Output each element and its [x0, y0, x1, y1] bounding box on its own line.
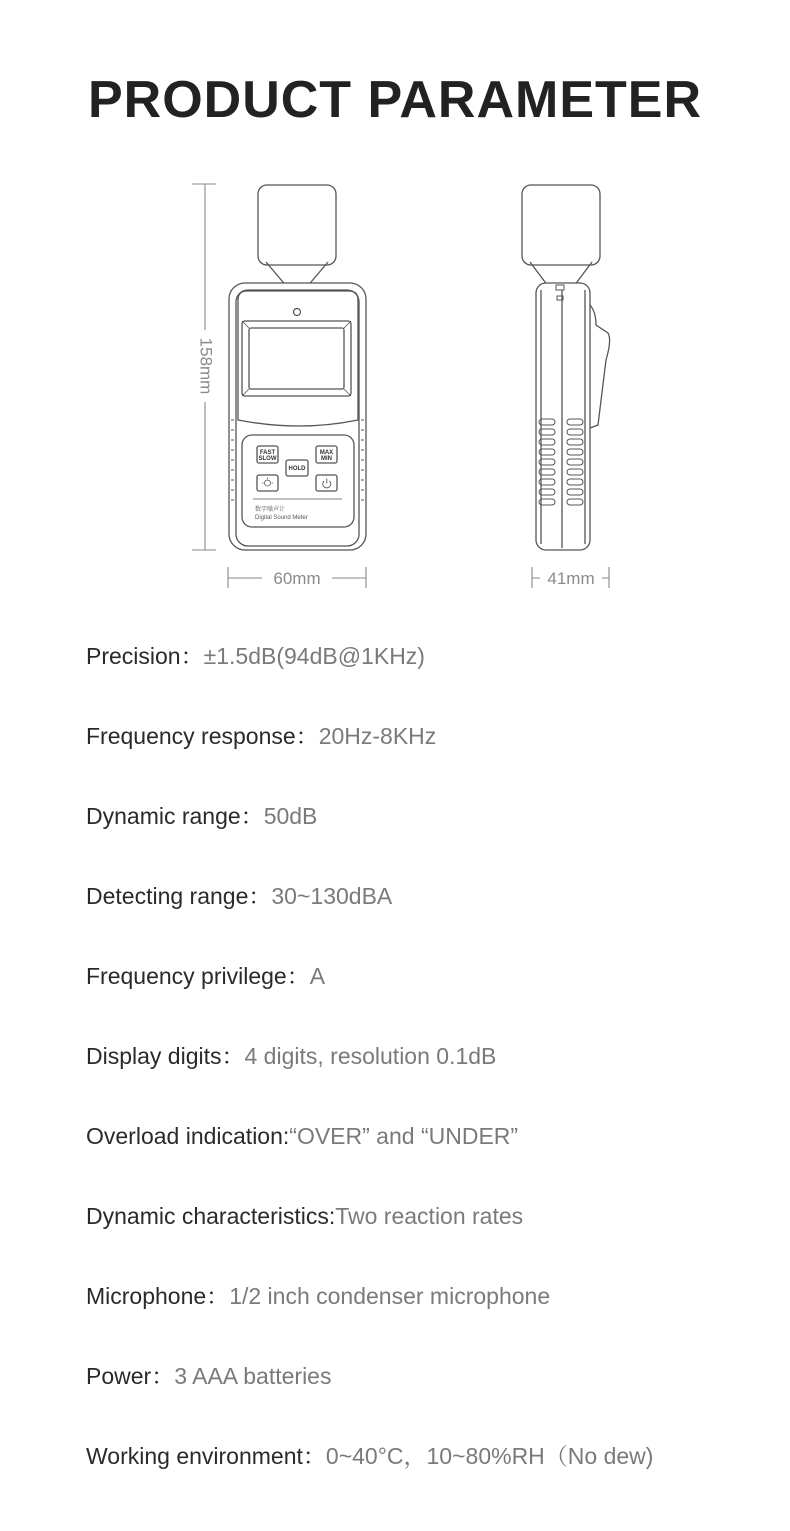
- spec-row-power: [86, 1350, 766, 1430]
- spec-key: Frequency privilege：: [86, 963, 310, 989]
- max-min-button-label-bottom: MIN: [321, 456, 332, 462]
- device-chinese-label: 数字噪声计: [255, 507, 286, 513]
- spec-key: Display digits：: [86, 1043, 245, 1069]
- spec-value: A: [309, 963, 326, 989]
- spec-key: Microphone：: [86, 1283, 230, 1309]
- spec-row-detecting-range: [86, 870, 766, 950]
- spec-row-frequency-privilege: [86, 950, 766, 1030]
- spec-row-display-digits: [86, 1030, 766, 1110]
- spec-key: Overload indication:: [86, 1123, 290, 1149]
- spec-row-dynamic-characteristics: [86, 1190, 766, 1270]
- spec-row-working-environment: [86, 1430, 766, 1510]
- spec-key: Power：: [86, 1363, 175, 1389]
- spec-list: [86, 630, 766, 1510]
- spec-key: Dynamic characteristics:: [86, 1203, 336, 1229]
- spec-row-frequency-response: [86, 710, 766, 790]
- spec-value: 0~40°C，10~80%RH（No dew): [325, 1443, 654, 1469]
- spec-value: 20Hz-8KHz: [318, 723, 437, 749]
- spec-value: 30~130dBA: [271, 883, 393, 909]
- spec-key: Dynamic range：: [86, 803, 264, 829]
- spec-key: Precision：: [86, 643, 204, 669]
- spec-row-precision: [86, 630, 766, 710]
- width-dimension-label: 60mm: [273, 569, 321, 588]
- spec-value: Two reaction rates: [335, 1203, 524, 1229]
- spec-value: “OVER” and “UNDER”: [289, 1123, 519, 1149]
- fast-slow-button-label-top: FAST: [259, 450, 276, 456]
- spec-key: Working environment：: [86, 1443, 326, 1469]
- fast-slow-button-label-bottom: SLOW: [258, 456, 277, 462]
- spec-row-overload-indication: [86, 1110, 766, 1190]
- spec-row-dynamic-range: [86, 790, 766, 870]
- spec-value: 3 AAA batteries: [174, 1363, 332, 1389]
- spec-value: ±1.5dB(94dB@1KHz): [203, 643, 425, 669]
- depth-dimension-label: 41mm: [547, 569, 595, 588]
- hold-button-label: HOLD: [288, 466, 306, 472]
- side-view-drawing: [522, 185, 610, 550]
- spec-value: 50dB: [263, 803, 318, 829]
- front-view-drawing: [229, 185, 366, 550]
- spec-key: Frequency response：: [86, 723, 319, 749]
- height-dimension-label: 158mm: [196, 337, 216, 395]
- spec-row-microphone: [86, 1270, 766, 1350]
- page-title: PRODUCT PARAMETER: [87, 71, 703, 129]
- spec-key: Detecting range：: [86, 883, 272, 909]
- device-english-label: Digital Sound Meter: [255, 515, 308, 521]
- product-dimension-diagram: [0, 170, 790, 600]
- spec-value: 4 digits, resolution 0.1dB: [244, 1043, 497, 1069]
- max-min-button-label-top: MAX: [319, 450, 334, 456]
- spec-value: 1/2 inch condenser microphone: [229, 1283, 551, 1309]
